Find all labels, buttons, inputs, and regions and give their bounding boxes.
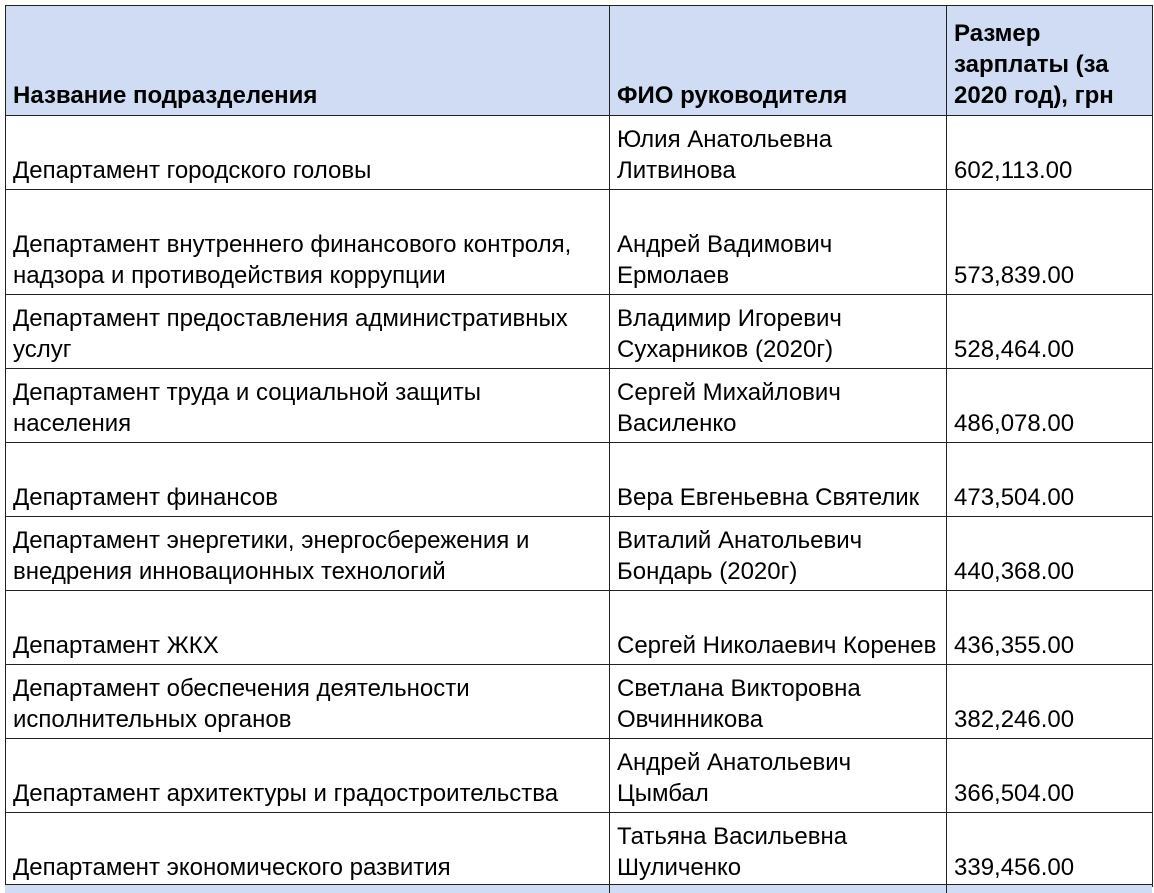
- table-row: [6, 190, 1153, 295]
- cell-salary[interactable]: 473,504.00: [947, 443, 1153, 517]
- cell-department[interactable]: Департамент обеспечения деятельности исполнительных органов: [6, 665, 610, 739]
- cell-salary[interactable]: 486,078.00: [947, 369, 1153, 443]
- table-row: [6, 443, 1153, 517]
- header-salary[interactable]: Размер зарплаты (за 2020 год), грн: [947, 6, 1153, 116]
- cell-head[interactable]: Юлия Анатольевна Литвинова: [610, 116, 947, 190]
- cell-head[interactable]: Светлана Викторовна Овчинникова: [610, 665, 947, 739]
- cell-salary[interactable]: 382,246.00: [947, 665, 1153, 739]
- table-row: [6, 295, 1153, 369]
- cell-head[interactable]: Андрей Анатольевич Цымбал: [610, 739, 947, 813]
- cell-department[interactable]: Департамент городского головы: [6, 116, 610, 190]
- cell-head[interactable]: Сергей Николаевич Коренев: [610, 591, 947, 665]
- cell-head[interactable]: Татьяна Васильевна Шуличенко: [610, 813, 947, 887]
- table-row: [6, 369, 1153, 443]
- cell-department[interactable]: Департамент архитектуры и градостроительства: [6, 739, 610, 813]
- table-row: [6, 813, 1153, 887]
- cell-department[interactable]: Департамент экономического развития: [6, 813, 610, 887]
- cell-head[interactable]: Вера Евгеньевна Святелик: [610, 443, 947, 517]
- cell-salary[interactable]: 339,456.00: [947, 813, 1153, 887]
- header-row: [6, 6, 1153, 116]
- cell-department[interactable]: Департамент труда и социальной защиты населения: [6, 369, 610, 443]
- table-row: [6, 739, 1153, 813]
- table-row: [6, 665, 1153, 739]
- cell-head[interactable]: Владимир Игоревич Сухарников (2020г): [610, 295, 947, 369]
- cell-department[interactable]: Департамент внутреннего финансового контроля, надзора и противодействия коррупции: [6, 190, 610, 295]
- table-row: [6, 517, 1153, 591]
- table-row: [6, 116, 1153, 190]
- header-head[interactable]: ФИО руководителя: [610, 6, 947, 116]
- cell-salary[interactable]: 573,839.00: [947, 190, 1153, 295]
- header-department[interactable]: Название подразделения: [6, 6, 610, 116]
- cell-salary[interactable]: 436,355.00: [947, 591, 1153, 665]
- table-row: [6, 591, 1153, 665]
- cell-salary[interactable]: 602,113.00: [947, 116, 1153, 190]
- cell-department[interactable]: Департамент ЖКХ: [6, 591, 610, 665]
- cell-head[interactable]: Сергей Михайлович Василенко: [610, 369, 947, 443]
- cell-department[interactable]: Департамент энергетики, энергосбережения и внедрения инновационных технологий: [6, 517, 610, 591]
- cell-department[interactable]: Департамент финансов: [6, 443, 610, 517]
- salary-table: [5, 5, 1153, 887]
- cell-department[interactable]: Департамент предоставления административных услуг: [6, 295, 610, 369]
- cell-salary[interactable]: 528,464.00: [947, 295, 1153, 369]
- cell-head[interactable]: Андрей Вадимович Ермолаев: [610, 190, 947, 295]
- cell-salary[interactable]: 366,504.00: [947, 739, 1153, 813]
- cell-salary[interactable]: 440,368.00: [947, 517, 1153, 591]
- cell-head[interactable]: Виталий Анатольевич Бондарь (2020г): [610, 517, 947, 591]
